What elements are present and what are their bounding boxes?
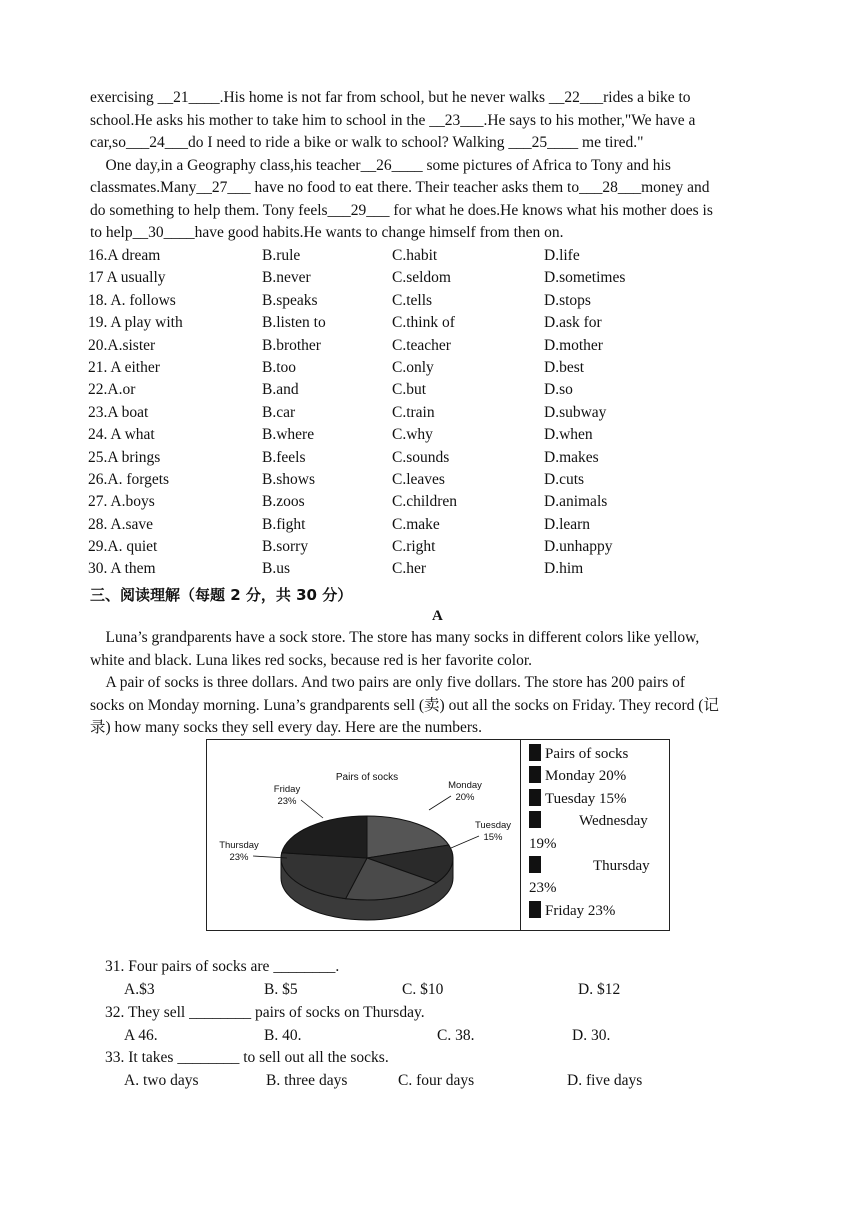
pie-label-thursday: 23% xyxy=(229,852,249,863)
legend-item: Friday 23% xyxy=(529,900,670,922)
cloze-option-row xyxy=(88,402,728,424)
cloze-option: 16.A dream xyxy=(88,247,161,264)
cloze-option: C.teacher xyxy=(392,336,451,354)
cloze-option: 20.A.sister xyxy=(88,336,156,354)
cloze-options xyxy=(88,245,728,581)
cloze-option: C.seldom xyxy=(392,269,451,287)
cloze-option-row xyxy=(88,491,728,513)
cloze-option: D.unhappy xyxy=(544,538,613,556)
cloze-option: 25.A brings xyxy=(88,448,161,466)
legend-item: Wednesday xyxy=(529,810,670,832)
legend-item-cont: 19% xyxy=(529,835,557,852)
reading-line: socks on Monday morning. Luna’s grandparents sell (卖) out all the socks on Friday. They record (记 xyxy=(90,697,719,714)
pie-slice-friday xyxy=(282,816,367,858)
pie-label-monday: Monday xyxy=(448,780,482,791)
passage-letter: A xyxy=(432,608,443,624)
question-31-option-c: C. $10 xyxy=(402,981,444,998)
cloze-option: B.where xyxy=(262,426,315,444)
question-33-stem: 33. It takes ________ to sell out all the socks. xyxy=(105,1049,389,1066)
cloze-option: C.train xyxy=(392,403,435,421)
cloze-option-row xyxy=(88,290,728,312)
reading-line: white and black. Luna likes red socks, because red is her favorite color. xyxy=(90,652,533,669)
cloze-option: 30. A them xyxy=(88,560,156,578)
cloze-option-row xyxy=(88,379,728,401)
cloze-option: B.listen to xyxy=(262,314,326,332)
pie-chart-svg xyxy=(207,740,521,930)
cloze-option: D.animals xyxy=(544,493,608,511)
reading-line: Luna’s grandparents have a sock store. The store has many socks in different colors like yellow, xyxy=(90,629,700,646)
cloze-option: C.children xyxy=(392,493,457,511)
question-33-option-c: C. four days xyxy=(398,1072,475,1089)
legend-item: Tuesday 15% xyxy=(529,788,670,810)
cloze-option: 24. A what xyxy=(88,426,155,444)
cloze-option: D.mother xyxy=(544,336,603,354)
passage-line: school.He asks his mother to take him to school in the __23___.He says to his mother,"We have a xyxy=(90,112,696,129)
pie-label-tuesday: Tuesday xyxy=(474,820,512,831)
passage-line: exercising __21____.His home is not far from school, but he never walks __22___rides a bike to xyxy=(90,89,691,106)
legend-title: Pairs of socks xyxy=(545,746,629,762)
legend-swatch xyxy=(529,744,541,761)
cloze-option: 22.A.or xyxy=(88,381,136,399)
cloze-option: D.when xyxy=(544,426,593,444)
passage-line: One day,in a Geography class,his teacher__26____ some pictures of Africa to Tony and his xyxy=(90,157,671,174)
question-31-option-d: D. $12 xyxy=(578,981,621,998)
cloze-option-row xyxy=(88,536,728,558)
question-33-option-d: D. five days xyxy=(567,1072,643,1089)
legend-swatch xyxy=(529,766,541,783)
cloze-option: 26.A. forgets xyxy=(88,470,170,488)
cloze-option: B.sorry xyxy=(262,538,309,556)
cloze-option: 29.A. quiet xyxy=(88,538,158,556)
cloze-option: C.why xyxy=(392,426,433,444)
cloze-option: C.sounds xyxy=(392,448,450,466)
pie-leader-line xyxy=(301,800,323,818)
cloze-option: B.too xyxy=(262,358,297,376)
legend-swatch xyxy=(529,901,541,918)
pie-leader-line xyxy=(429,796,451,810)
question-32-option-b: B. 40. xyxy=(264,1027,302,1044)
cloze-option: B.zoos xyxy=(262,493,305,511)
cloze-option: B.speaks xyxy=(262,291,318,309)
chart-legend xyxy=(520,739,670,931)
reading-line: 录) how many socks they sell every day. Here are the numbers. xyxy=(90,719,482,736)
cloze-option: D.stops xyxy=(544,291,591,309)
question-31-option-a: A.$3 xyxy=(124,981,155,998)
question-31-stem: 31. Four pairs of socks are ________. xyxy=(105,958,340,975)
pie-label-friday: 23% xyxy=(277,796,297,807)
section-title: 三、阅读理解（每题 2 分，共 30 分） xyxy=(90,586,353,604)
passage-line: to help__30____have good habits.He wants to change himself from then on. xyxy=(90,224,564,241)
passage-line: car,so___24___do I need to ride a bike or walk to school? Walking ___25____ me tired." xyxy=(90,134,644,151)
cloze-option: C.think of xyxy=(392,314,455,332)
pie-label-monday: 20% xyxy=(455,792,475,803)
cloze-option: B.feels xyxy=(262,448,306,466)
cloze-option: D.him xyxy=(544,560,584,578)
cloze-option: B.car xyxy=(262,403,296,421)
chart-title: Pairs of socks xyxy=(335,772,399,783)
cloze-option: C.habit xyxy=(392,247,438,264)
cloze-option: D.so xyxy=(544,381,573,399)
cloze-option-row xyxy=(88,558,728,580)
cloze-option-row xyxy=(88,267,728,289)
cloze-option: D.cuts xyxy=(544,470,585,488)
cloze-option: 27. A.boys xyxy=(88,493,155,511)
cloze-option: 21. A either xyxy=(88,358,160,376)
cloze-option: 19. A play with xyxy=(88,314,183,332)
cloze-option: D.sometimes xyxy=(544,269,626,287)
cloze-option: C.her xyxy=(392,560,427,578)
pie-label-tuesday: 15% xyxy=(483,832,503,843)
cloze-option: D.ask for xyxy=(544,314,602,332)
legend-item-cont: 23% xyxy=(529,880,557,897)
cloze-option-row xyxy=(88,312,728,334)
question-32-stem: 32. They sell ________ pairs of socks on Thursday. xyxy=(105,1004,425,1021)
legend-swatch xyxy=(529,811,541,828)
cloze-option-row xyxy=(88,469,728,491)
cloze-option-row xyxy=(88,514,728,536)
cloze-option: D.best xyxy=(544,358,585,376)
cloze-option: B.fight xyxy=(262,515,306,533)
reading-line: A pair of socks is three dollars. And two pairs are only five dollars. The store has 200 pairs of xyxy=(90,674,686,691)
cloze-option: D.makes xyxy=(544,448,599,466)
cloze-option-row xyxy=(88,357,728,379)
legend-title-row xyxy=(529,743,670,765)
question-31-option-b: B. $5 xyxy=(264,981,298,998)
pie-leader-line xyxy=(451,836,479,848)
cloze-option: C.but xyxy=(392,381,427,399)
cloze-option-row xyxy=(88,424,728,446)
cloze-option: B.rule xyxy=(262,247,301,264)
cloze-option-row xyxy=(88,245,728,267)
cloze-option: B.never xyxy=(262,269,311,287)
question-32-option-a: A 46. xyxy=(124,1027,158,1044)
legend-swatch xyxy=(529,856,541,873)
cloze-option: C.leaves xyxy=(392,470,445,488)
question-33-option-a: A. two days xyxy=(124,1072,199,1089)
cloze-option: C.only xyxy=(392,358,434,376)
cloze-option: 28. A.save xyxy=(88,515,154,533)
passage-line: classmates.Many__27___ have no food to eat there. Their teacher asks them to___28___money and xyxy=(90,179,710,196)
question-32-option-d: D. 30. xyxy=(572,1027,611,1044)
cloze-option: D.subway xyxy=(544,403,607,421)
cloze-option: C.tells xyxy=(392,291,433,309)
cloze-option: 18. A. follows xyxy=(88,291,176,309)
cloze-option: B.and xyxy=(262,381,299,399)
cloze-option: B.shows xyxy=(262,470,315,488)
question-33-option-b: B. three days xyxy=(266,1072,348,1089)
pie-label-friday: Friday xyxy=(273,784,301,795)
cloze-option: B.brother xyxy=(262,336,321,354)
cloze-option: C.make xyxy=(392,515,440,533)
legend-item: Monday 20% xyxy=(529,765,670,787)
cloze-option: 23.A boat xyxy=(88,403,149,421)
cloze-option-row xyxy=(88,447,728,469)
legend-item: Thursday xyxy=(529,855,670,877)
legend-swatch xyxy=(529,789,541,806)
cloze-option-row xyxy=(88,335,728,357)
cloze-option: B.us xyxy=(262,560,290,578)
cloze-option: 17 A usually xyxy=(88,269,166,287)
question-32-option-c: C. 38. xyxy=(437,1027,475,1044)
pie-label-thursday: Thursday xyxy=(219,840,259,851)
passage-line: do something to help them. Tony feels___29___ for what he does.He knows what his mother does is xyxy=(90,202,713,219)
cloze-option: D.learn xyxy=(544,515,591,533)
cloze-option: D.life xyxy=(544,247,580,264)
cloze-option: C.right xyxy=(392,538,436,556)
